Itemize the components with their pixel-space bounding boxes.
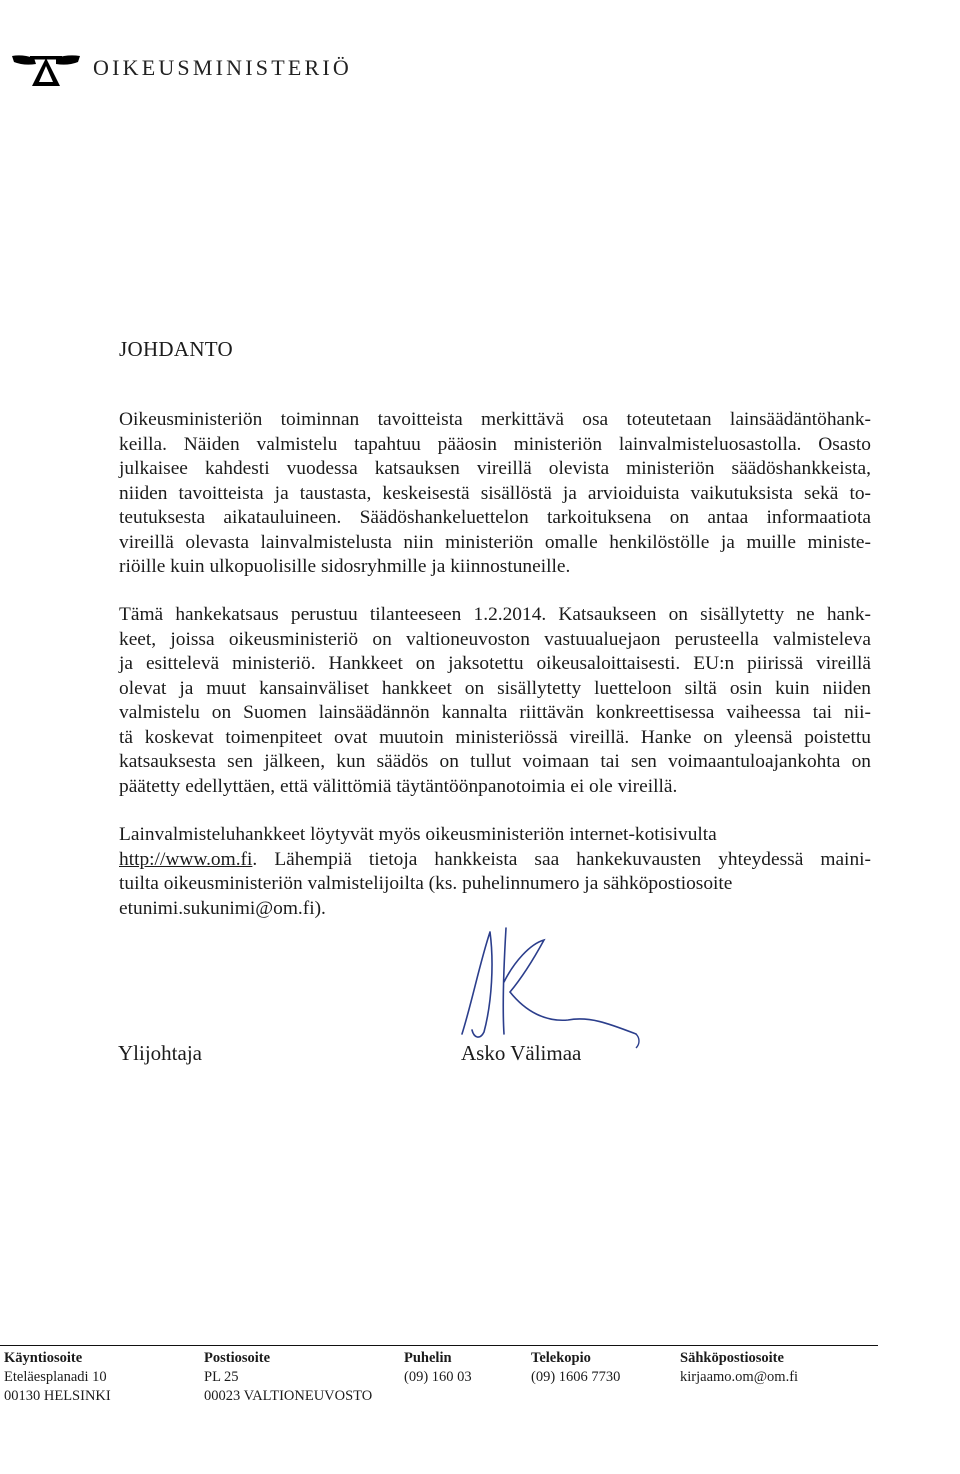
text-line: valmistelu on Suomen lainsäädännön kannalta riittävän konkreettisessa vaiheessa tai nii-	[119, 702, 871, 723]
section-heading: JOHDANTO	[119, 337, 234, 361]
text-line: riöille kuin ulkopuolisille sidosryhmille ja kiinnostuneille.	[119, 556, 571, 577]
footer-heading: Puhelin	[404, 1350, 452, 1366]
footer-line: PL 25	[204, 1369, 239, 1385]
text-fragment: . Lähempiä tietoja hankkeista saa hankekuvausten yhteydessä maini-	[252, 848, 871, 870]
text-line: niiden tavoitteista ja taustasta, keskeisestä sisällöstä ja arvioiduista vaikutuksista sekä to-	[119, 482, 871, 504]
text-line: päätetty edellyttäen, että välittömiä täytäntöönpanotoimia ei ole vireillä.	[119, 775, 678, 797]
footer-heading: Telekopio	[531, 1350, 591, 1366]
text-line: Oikeusministeriön toiminnan tavoitteista merkittävä osa toteutetaan lainsäädäntöhank-	[119, 409, 871, 430]
footer-visiting-address	[4, 1349, 111, 1406]
footer-phone	[404, 1349, 472, 1387]
footer-heading: Käyntiosoite	[4, 1350, 83, 1366]
text-line: olevat ja muut kansainväliset hankkeet on sisällytetty luetteloon siltä osin kuin niiden	[119, 677, 871, 699]
signatory-title: Ylijohtaja	[118, 1041, 202, 1065]
paragraph-contact	[119, 823, 871, 921]
text-line: ja esittelevä ministeriö. Hankkeet on jaksotettu oikeusaloittaisesti. EU:n piirissä vireillä	[119, 653, 871, 674]
ministry-scales-logo-icon	[10, 48, 82, 88]
footer-fax	[531, 1349, 620, 1387]
footer-line: (09) 1606 7730	[531, 1369, 621, 1385]
text-line: teutuksesta aikatauluineen. Säädöshankeluettelon tarkoituksena on antaa informaatiota	[119, 507, 871, 528]
website-link[interactable]: http://www.om.fi	[119, 848, 253, 870]
text-line: keilla. Näiden valmistelu tapahtuu pääosin ministeriön lainvalmisteluosastolla. Osasto	[119, 433, 871, 455]
footer-email	[680, 1349, 798, 1387]
footer-email-address[interactable]: kirjaamo.om@om.fi	[680, 1369, 799, 1385]
text-line: Tämä hankekatsaus perustuu tilanteeseen 1.2.2014. Katsaukseen on sisällytetty ne hank-	[119, 604, 871, 625]
footer-line: Eteläesplanadi 10	[4, 1369, 107, 1385]
text-line: Lainvalmisteluhankkeet löytyvät myös oikeusministeriön internet-kotisivulta	[119, 824, 717, 845]
paragraph-situation	[119, 603, 871, 799]
text-line: etunimi.sukunimi@om.fi).	[119, 897, 326, 919]
text-line	[119, 848, 871, 873]
text-line: tuilta oikeusministeriön valmistelijoilta (ks. puhelinnumero ja sähköpostiosoite	[119, 873, 733, 894]
org-name: OIKEUSMINISTERIÖ	[93, 55, 352, 80]
footer-postal-address	[204, 1349, 372, 1406]
text-line: tä koskevat toimenpiteet ovat muutoin ministeriössä vireillä. Hanke on yleensä poistettu	[119, 726, 871, 748]
text-line: vireillä olevasta lainvalmistelusta niin ministeriön omalle henkilöstölle ja muille ministe-	[119, 531, 871, 553]
footer-line: (09) 160 03	[404, 1369, 472, 1385]
paragraph-intro	[119, 408, 871, 580]
text-line: katsauksesta sen jälkeen, kun säädös on tullut voimaan tai sen voimaantuloajankohta on	[119, 751, 871, 772]
footer-heading: Postiosoite	[204, 1350, 271, 1366]
footer-heading: Sähköpostiosoite	[680, 1350, 784, 1366]
footer-line: 00023 VALTIONEUVOSTO	[204, 1388, 373, 1404]
footer-line: 00130 HELSINKI	[4, 1388, 111, 1404]
signatory-name: Asko Välimaa	[461, 1041, 582, 1065]
text-line: keet, joissa oikeusministeriö on valtioneuvoston vastuualuejaon perusteella valmisteleva	[119, 628, 871, 650]
footer-divider	[0, 1345, 878, 1346]
handwritten-signature	[450, 922, 650, 1052]
text-line: julkaisee kahdesti vuodessa katsauksen vireillä olevista ministeriön säädöshankkeista,	[119, 458, 871, 479]
